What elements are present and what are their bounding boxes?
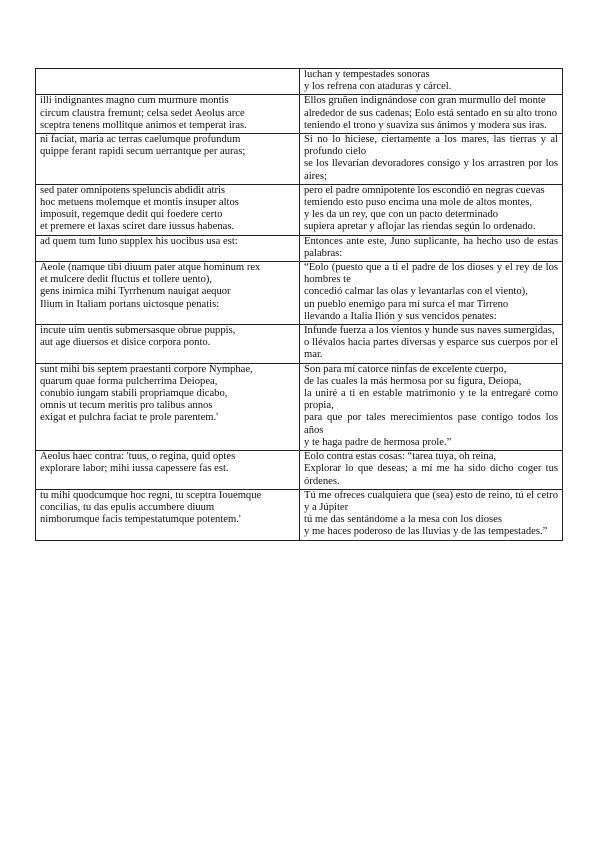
- spanish-translation-line: temiendo esto puso encima una mole de altos montes,: [304, 197, 533, 209]
- latin-verse-line: aut age diuersos et disice corpora ponto.: [40, 337, 211, 349]
- spanish-translation-line: Ellos gruñen indignándose con gran murmullo del monte: [304, 95, 546, 107]
- spanish-translation-cell: [300, 184, 563, 235]
- latin-verse-line: Aeolus haec contra: 'tuus, o regina, quid optes: [40, 451, 236, 463]
- spanish-translation-line: y les da un rey, que con un pacto determinado: [304, 209, 499, 221]
- spanish-translation-line: se los llevarían devoradores consigo y los arrastren por los aires;: [304, 158, 558, 182]
- spanish-translation-line: Infunde fuerza a los vientos y hunde sus naves sumergidas,: [304, 325, 555, 337]
- latin-verse-cell: [36, 363, 300, 450]
- spanish-translation-cell: [300, 363, 563, 450]
- latin-verse-cell: [36, 262, 300, 325]
- spanish-translation-line: llevando a Italia Ilión y sus vencidos penates:: [304, 310, 497, 322]
- latin-verse-cell: [36, 184, 300, 235]
- table-row: [36, 325, 563, 364]
- latin-verse-line: et mulcere dedit fluctus et tollere uento),: [40, 274, 213, 286]
- latin-verse-cell: [36, 451, 300, 490]
- latin-verse-line: Aeole (namque tibi diuum pater atque hominum rex: [40, 262, 261, 274]
- latin-verse-line: conubio iungam stabili propriamque dicabo,: [40, 388, 228, 400]
- latin-verse-line: exigat et pulchra faciat te prole parentem.': [40, 412, 219, 424]
- latin-verse-line: imposuit, regemque dedit qui foedere certo: [40, 209, 223, 221]
- spanish-translation-cell: [300, 134, 563, 185]
- spanish-translation-line: Explorar lo que deseas; a mí me ha sido dicho coger tus órdenes.: [304, 463, 558, 487]
- spanish-translation-line: o llévalos hacia partes diversas y esparce sus cuerpos por el mar.: [304, 337, 558, 361]
- spanish-translation-cell: [300, 489, 563, 540]
- table-row: [36, 363, 563, 450]
- table-row: [36, 69, 563, 95]
- latin-verse-line: quippe ferant rapidi secum uerrantque per auras;: [40, 146, 246, 158]
- table-row: [36, 184, 563, 235]
- latin-verse-line: ni faciat, maria ac terras caelumque profundum: [40, 134, 241, 146]
- spanish-translation-line: y los refrena con ataduras y cárcel.: [304, 81, 452, 93]
- spanish-translation-line: “Eolo (puesto que a ti el padre de los dioses y el rey de los hombres te: [304, 262, 558, 286]
- spanish-translation-line: Entonces ante este, Juno suplicante, ha hecho uso de estas palabras:: [304, 235, 558, 259]
- table-row: [36, 451, 563, 490]
- latin-verse-line: quarum quae forma pulcherrima Deiopea,: [40, 375, 218, 387]
- spanish-translation-line: y te haga padre de hermosa prole.”: [304, 436, 452, 448]
- latin-spanish-translation-table: [35, 68, 563, 541]
- latin-verse-line: sceptra tenens mollitque animos et temperat iras.: [40, 119, 247, 131]
- spanish-translation-line: supiera apretar y aflojar las riendas según lo ordenado.: [304, 221, 536, 233]
- spanish-translation-line: la uniré a ti en estable matrimonio y te la entregaré como propia,: [304, 388, 558, 412]
- latin-verse-cell: [36, 69, 300, 95]
- latin-verse-line: sed pater omnipotens speluncis abdidit atris: [40, 184, 226, 196]
- spanish-translation-line: un pueblo enemigo para mí surca el mar Tirreno: [304, 298, 509, 310]
- latin-verse-line: tu mihi quodcumque hoc regni, tu sceptra Iouemque: [40, 489, 262, 501]
- spanish-translation-line: tú me das sentándome a la mesa con los dioses: [304, 514, 502, 526]
- latin-verse-cell: [36, 489, 300, 540]
- spanish-translation-line: Son para mí catorce ninfas de excelente cuerpo,: [304, 363, 507, 375]
- latin-verse-line: incute uim uentis submersasque obrue puppis,: [40, 325, 236, 337]
- latin-verse-line: illi indignantes magno cum murmure montis: [40, 95, 229, 107]
- spanish-translation-cell: [300, 69, 563, 95]
- spanish-translation-line: Tú me ofreces cualquiera que (sea) esto de reino, tú el cetro y a Júpiter: [304, 489, 558, 513]
- spanish-translation-line: de las cuales la más hermosa por su figura, Deiopa,: [304, 375, 522, 387]
- spanish-translation-line: alrededor de sus cadenas; Eolo está sentado en su alto trono: [304, 107, 557, 119]
- spanish-translation-cell: [300, 262, 563, 325]
- spanish-translation-line: teniendo el trono y suaviza sus ánimos y modera sus iras.: [304, 119, 547, 131]
- latin-verse-line: ad quem tum Iuno supplex his uocibus usa est:: [40, 235, 238, 247]
- latin-verse-line: sunt mihi bis septem praestanti corpore Nymphae,: [40, 363, 253, 375]
- latin-verse-line: hoc metuens molemque et montis insuper altos: [40, 197, 239, 209]
- spanish-translation-cell: [300, 95, 563, 134]
- spanish-translation-line: concedió calmar las olas y levantarlas con el viento),: [304, 286, 528, 298]
- spanish-translation-cell: [300, 325, 563, 364]
- spanish-translation-cell: [300, 235, 563, 261]
- spanish-translation-line: Si no lo hiciese, ciertamente a los mares, las tierras y al profundo cielo: [304, 134, 558, 158]
- spanish-translation-cell: [300, 451, 563, 490]
- table-row: [36, 235, 563, 261]
- latin-verse-line: circum claustra fremunt; celsa sedet Aeolus arce: [40, 107, 245, 119]
- latin-verse-line: et premere et laxas sciret dare iussus habenas.: [40, 221, 235, 233]
- spanish-translation-line: pero el padre omnipotente los escondió en negras cuevas: [304, 184, 545, 196]
- latin-verse-line: concilias, tu das epulis accumbere diuum: [40, 501, 215, 513]
- table-row: [36, 489, 563, 540]
- spanish-translation-line: para que por tales merecimientos pase contigo todos los años: [304, 412, 558, 436]
- latin-verse-line: explorare labor; mihi iussa capessere fas est.: [40, 463, 229, 475]
- latin-verse-cell: [36, 235, 300, 261]
- spanish-translation-line: luchan y tempestades sonoras: [304, 69, 430, 80]
- spanish-translation-line: Eolo contra estas cosas: “tarea tuya, oh reina,: [304, 451, 497, 463]
- latin-verse-cell: [36, 134, 300, 185]
- table-row: [36, 262, 563, 325]
- latin-verse-line: omnis ut tecum meritis pro talibus annos: [40, 400, 213, 412]
- latin-verse-cell: [36, 325, 300, 364]
- table-row: [36, 95, 563, 134]
- latin-verse-line: gens inimica mihi Tyrrhenum nauigat aequor: [40, 286, 231, 298]
- spanish-translation-line: y me haces poderoso de las lluvias y de las tempestades.”: [304, 526, 548, 538]
- latin-verse-line: nimborumque facis tempestatumque potentem.': [40, 514, 241, 526]
- latin-verse-cell: [36, 95, 300, 134]
- table-row: [36, 134, 563, 185]
- latin-verse-line: Ilium in Italiam portans uictosque penatis:: [40, 298, 220, 310]
